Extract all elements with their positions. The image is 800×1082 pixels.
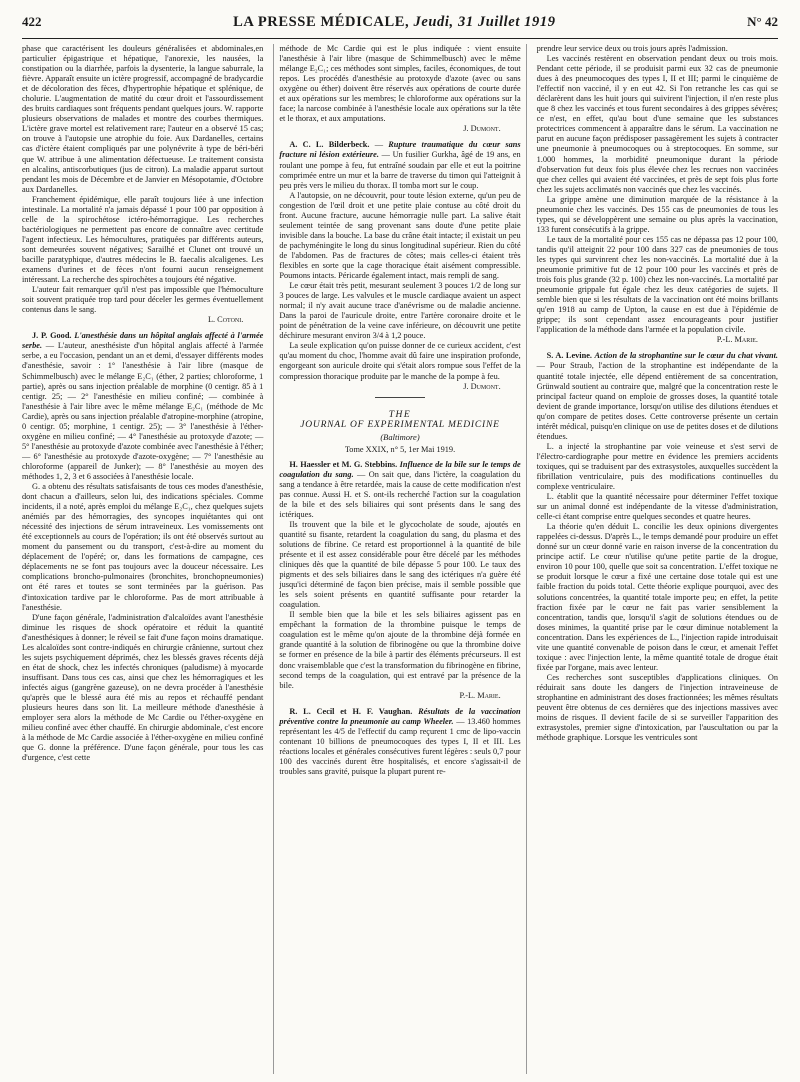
article-title: Résultats de la vaccination préventive contre la pneumonie au camp Wheeler. <box>279 706 521 726</box>
paragraph: Ils trouvent que la bile et le glycocholate de soude, ajoutés en quantité su fisante, retardent la coagulation du sang, du plasma et des solutions de fibrine. Ce retard est proportionnel à la quantité de bile présente et il est assez considérable pour être décelé par les méthodes cliniques dès que la quantité de bile dépasse 5 pour 100. Le taux des pigments et des sels biliaires dans le sang des ictériques n'a guère été jusqu'ici déterminé de façon bien précise, mais il semble possible que les sels soient présents en quantité suffisante pour retarder la coagulation. <box>279 519 521 610</box>
article-levine <box>537 351 778 743</box>
journal-masthead <box>233 14 556 31</box>
paragraph: G. a obtenu des résultats satisfaisants de tous ces modes d'anesthésie, dont chacun a d'ailleurs, selon lui, des indications spéciales. Comme incidents, il a noté, après emploi du mélange E₂C₁, chez quelques sujets anémiés par des hémorragies, des syncopes inquiétantes qui ont nécessité des injections de sérum intraveineux. Les vomissements ont été exceptionnels au cours de l'opération; ils ont été observés surtout au moment du pansement ou du transport, c'est-à-dire au moment du déplacement de l'opéré; or, dans les formations de campagne, ces déplacements ne se font pas toujours avec la douceur nécessaire. Les complications broncho-pulmonaires (bronchites, bronchopneumonies) ont été rares et toutes se sont terminées par la guérison. Pas d'intoxication tardive par le chloroforme. Pas de mort attribuable à l'anesthésie. <box>22 482 264 612</box>
article-lead: A. C. L. Bilderbeck. — Rupture traumatique du cœur sans fracture ni lésion extérieure. — Un fusilier Gurkha, âgé de 19 ans, en roulant une pompe à feu, fut entraîné soudain par elle et eut la poitrine comprimée entre un mur et la barre de traverse du timon qui l'atteignit à peu près vers le milieu du thorax. Il tomba mort sur le coup. <box>279 140 521 190</box>
article-lead <box>537 351 778 441</box>
author-signature: P.-L. Marie. <box>459 690 501 700</box>
author-signature: J. Dumont. <box>463 124 501 134</box>
journal-title: JOURNAL OF EXPERIMENTAL MEDICINE <box>300 419 500 430</box>
paragraph: Le taux de la mortalité pour ces 155 cas ne dépassa pas 12 pour 100, tandis qu'il atteignit 22 pour 100 dans 327 cas de pneumonies de tous les types qui survinrent chez les non-vaccinés. La mortalité due à la pneumonie primitive fut de 12 pour 100 pour les vaccinés et près de trois fois plus grande (32 p. 100) chez les non-vaccinés. La mortalité par pneumonie grippale fut égale chez les deux catégories de sujets. Il semble bien que si les résultats de la vaccination ont été moins brillants qu'en 1918 au camp de Upton, la cause en est due à l'épidémie de grippe; ils sont cependant assez encourageants pour justifier l'application de la méthode dans l'armée et la population civile. <box>536 234 778 335</box>
author-signature: L. Cotoni. <box>207 315 244 325</box>
article-title: Action de la strophantine sur le cœur du chat vivant. <box>594 351 778 361</box>
paragraph: Ces recherches sont susceptibles d'applications cliniques. On réduirait sans doute les dangers de l'injection intraveineuse de strophantine en administrant des doses fractionnées; les mêmes résultats peuvent être obtenus de ces dernières que des injections massives avec moins de risques. Il devient facile de si se surveiller l'apparition des extrasystoles, premier signe d'intoxication, par l'auscultation ou par la méthode graphique. Lorsque les ventricules sont <box>536 672 778 743</box>
author-signature: J. Dumont. <box>463 381 501 391</box>
paragraph: L. a injecté la strophantine par voie veineuse et s'est servi de l'électro-cardiographe pour mettre en évidence les premiers accidents toxiques, qui se traduisent par des extrasystoles, auxquelles succèdent la fibrillation ventriculaire, puis des modifications continuelles du complexe ventriculaire. <box>536 441 778 492</box>
article-text: — 13.460 hommes représentant les 4/5 de l'effectif du camp reçurent 1 cmc de lipo-vaccin contenant 10 billions de pneumocoques des types I, II et III. Les réactions locales et générales consécutives furent légères : seuls 0,7 pour 100 des vaccinés durent être hospitalisés, et encore s'agissait-il de troubles sans gravité, puisque la plupart purent re- <box>279 716 521 776</box>
journal-volume: Tome XXIX, n° 5, 1er Mai 1919. <box>344 444 456 454</box>
article-author: J. P. Good. <box>32 331 72 341</box>
article-text: — Pour Straub, l'action de la strophantine est indépendante de la quantité totale injectée, elle dépend entièrement de sa concentration, Grünwald soutient au contraire que, malgré que la concentration reste le principal facteur quand on emploie de grosses doses, la quantité totale devient de grande importance, lorsqu'on utilise des dilutions étendues et qu'on compare de petites doses. Cette controverse présente un certain intérêt médical, puisqu'en clinique on use de petites doses et de dilutions étendues. <box>536 361 778 441</box>
paragraph: L'auteur fait remarquer qu'il n'est pas impossible que l'hémoculture soit souvent pratiquée trop tard pour déceler les germes éventuellement contenus dans le sang. <box>22 285 264 315</box>
author-signature: P.-L. Marie. <box>716 335 758 345</box>
article-author: S. A. Levine. <box>546 351 592 361</box>
paragraph: La seule explication qu'on puisse donner de ce curieux accident, c'est qu'au moment du choc, l'homme avait dû faire une inspiration profonde, engorgeant son auricule droite qui s'était alors rompue sous l'effet de la compression thoracique produite par le manche de la pompe à feu. <box>279 341 521 381</box>
article-title: L'anesthésie dans un hôpital anglais affecté à l'armée serbe. <box>22 331 264 351</box>
article-bilderbeck <box>279 140 520 391</box>
column-1 <box>22 44 263 1074</box>
journal-name: LA PRESSE MÉDICALE, <box>233 14 410 30</box>
section-divider <box>375 397 425 398</box>
article-lead <box>22 331 263 482</box>
article-title: Influence de la bile sur le temps de coagulation du sang. <box>279 459 521 479</box>
article-author: H. Haessler et M. G. Stebbins. <box>289 459 398 469</box>
journal-section-heading <box>279 410 520 454</box>
column-2 <box>273 44 526 1074</box>
article-good <box>22 331 263 763</box>
paragraph: méthode de Mc Cardie qui est le plus indiquée : vient ensuite l'anesthésie à l'air libre (masque de Schimmelbusch) avec le même mélange E₂C₁; ces méthodes sont simples, faciles, économiques, de tout repos. Les procédés d'anesthésie au protoxyde d'azote (avec ou sans oxygène ou éther) doivent être réservés aux opérations de courte durée et aux opérations sur les membres; le chloroforme aux opérations sur la face; la narcose combinée à l'anesthésie locale aux opérations sur la tête et le thorax, et aux amputations. <box>279 44 521 124</box>
paragraph: phase que caractérisent les douleurs généralisées et abdominales,en particulier épigastrique et hépatique, l'anorexie, les nausées, la constipation ou la diarrhée, parfois la dysenterie, la langue saburrale, la fièvre. Apparaît ensuite un ictère progressif, accompagné de bradycardie et de décoloration des fèces, d'hypertrophie hépatique et splénique, de cholurie. L'augmentation de matité du cœur droit et l'assourdissement des bruits cardiaques sont fréquents pendant quelques jours. W. rapporte plusieurs observations de malades et montre des courbes thermiques. L'ictère grave mortel est relativement rare; l'auteur en a observé 15 cas; on trouve à l'autopsie une atrophie du foie. Aux Dardanelles, certains cas d'ictère étaient compliqués par une polynévrite à type de béri-béri que W. attribue à une alimentation défectueuse. Le traitement consista en alcalins, antiscorbutiques (jus de citron). La maladie apparut surtout pendant les mois de Décembre et de Janvier en Mésopotamie, d'Octobre aux Dardanelles. <box>22 44 264 194</box>
article-title: Rupture traumatique du cœur sans fracture ni lésion extérieure. <box>279 140 521 160</box>
article-lead <box>279 460 520 520</box>
column-3 <box>537 44 778 1074</box>
paragraph: A l'autopsie, on ne découvrit, pour toute lésion externe, qu'un peu de congestion de l'œil droit et une petite plaie contuse au côté droit du front. Aucune fracture, aucune hémorragie nulle part. La salive était seulement teintée de sang provenant sans doute d'une petite plaie invisible dans la bouche. La base du crâne était intacte; il existait un peu de pachyméningite le long du sinus longitudinal supérieur. Rien du côté de l'abdomen. Pas de fractures de côtes; mais celles-ci étaient très flexibles en sorte que la cage thoracique était aisément compressible. Poumons intacts. Péricarde également intact, mais rempli de sang. <box>279 190 521 281</box>
paragraph: Les vaccinés restèrent en observation pendant deux ou trois mois. Pendant cette période, il se produisit parmi eux 32 cas de pneumonie dues à des pneumocoques des types I, II et III; parmi le cinquième de l'effectif non vacciné, il y en eut 42. Si l'on retranche les cas qui se déclarèrent dans les huit jours qui suivirent l'injection, il n'en reste plus que 8 chez les vaccinés et tous furent secondaires à des grippes sévères; ce n'est, en effet, qu'au bout d'une semaine que les substances protectrices commencent à apparaître dans le sérum. La vaccination ne parut en aucune façon prédisposer passagèrement les sujets à contracter une pneumonie à pneumocoques ou à streptocoques. En somme, sur 1.000 hommes, la morbidité pneumonique durant la période d'observation fut deux fois plus élevée chez les recrues non vaccinées que chez celles qui avaient été vaccinées, et près de sept fois plus forte chez les sujets acclimatés non vaccinés que chez les vaccinés. <box>536 54 778 194</box>
article-lead <box>279 707 520 777</box>
paragraph: L. établit que la quantité nécessaire pour déterminer l'effet toxique sur un animal donné est indépendante de la vitesse d'administration, celle-ci étant comprise entre quelques secondes et quatre heures. <box>536 492 778 522</box>
article-author: R. L. Cecil et H. F. Vaughan. <box>289 706 413 716</box>
article-author: A. C. L. Bilderbeck. <box>289 140 370 150</box>
page-number: 422 <box>22 14 42 29</box>
issue-date: Jeudi, 31 Juillet 1919 <box>413 14 556 30</box>
journal-city: (Baltimore) <box>380 431 420 442</box>
article-cecil <box>279 707 520 777</box>
article-text: Un fusilier Gurkha, âgé de 19 ans, en roulant une pompe à feu, fut entraîné soudain par elle et eut la poitrine comprimée entre un mur et la barre de traverse du timon qui l'atteignit à peu près vers le milieu du thorax. Il tomba mort sur le coup. <box>279 150 521 190</box>
paragraph: Le cœur était très petit, mesurant seulement 3 pouces 1/2 de long sur 3 pouces de large. Les valvules et le muscle cardiaque avaient un aspect normal; il n'y avait aucune trace d'anévrisme ou de maladie ancienne. Dans la paroi de l'auricule droite, entre l'artère coronaire droite et le point de pénétration de la veine cave inférieure, on découvrit une petite déchirure mesurant environ 3/4 à 1,2 pouce. <box>279 281 521 341</box>
paragraph: Franchement épidémique, elle paraît toujours liée à une infection intestinale. La mortalité n'a jamais dépassé 1 pour 100 par opposition à celle de la spirochétose ictéro-hémorragique. Les recherches bactériologiques ne permettent pas encore de connaître avec certitude l'agent infectieux. Les hémocultures, pratiquées par différents auteurs, sont demeurées souvent négatives; Sarailhé et Clunet ont trouvé un bacille paratyphique, d'autres médecins le B. faecalis alcaligenes. Les examens d'urines et de fèces n'ont fourni aucun renseignement intéressant. La recherche des spirochètes a toujours été négative. <box>22 194 264 285</box>
paragraph: D'une façon générale, l'administration d'alcaloïdes avant l'anesthésie diminue les risques de shock opératoire et réduit la quantité d'anesthésiques à donner; le réveil se fait d'une façon moins dramatique. Les alcaloïdes sont contre-indiqués en chirurgie crânienne, surtout chez les sujets psychiquement déprimés, chez les blessés graves récents déjà en état de shock, chez les infectés chroniques (paludisme) à myocarde insuffisant. Dans tous ces cas, ainsi que chez les hémorragiques et les infectés aigus (gangrène gazeuse), on ne devra procéder à l'anesthésie qu'après que le blessé aura été mis au repos et réchauffé pendant plusieurs heures dans son lit. La meilleure méthode d'anesthésie à employer sera alors la méthode de Mc Cardie ou l'éther-oxygène en milieu confiné avec éther chauffé. En chirurgie abdominale, c'est encore à la méthode de Mc Cardie associée à l'éther-oxygène en milieu confiné que G. donne la préférence. D'une façon générale, pour tous les cas d'urgence, c'est cette <box>22 612 264 763</box>
paragraph: La grippe amène une diminution marquée de la résistance à la pneumonie chez les vaccinés. Des 155 cas de pneumonies de tous les types, qui se développèrent une semaine ou plus après la vaccination, 133 furent consécutifs à la grippe. <box>536 194 778 234</box>
paragraph: Il semble bien que la bile et les sels biliaires agissent pas en empêchant la formation de la thrombine puisque le temps de coagulation est le même qu'on ajoute de la thrombine déjà formée en grande quantité à la solution de fibrinogène ou que la thrombine doive se former en présence de la bile à partir des éléments précurseurs. Il est donc vraisemblable que c'est la transformation du fibrinogène en fibrine, second temps de la coagulation, qui est entravé par la présence de la bile. <box>279 610 521 690</box>
paragraph: prendre leur service deux ou trois jours après l'admission. <box>536 44 728 53</box>
paragraph: La théorie qu'en déduit L. concilie les deux opinions divergentes rappelées ci-dessus. D'après L., le temps demandé pour produire un effet donné sur un cœur donné varie en raison inverse de la concentration du principe actif. Le cœur n'utilise qu'une petite partie de la drogue, environ 10 pour 100, quelle que soit sa concentration. L'effet toxique ne se produit lorsque le cœur a fixé une certaine dose totale qui est une faible fraction du poids total. Cette théorie explique pourquoi, avec des solutions concentrées, la quantité totale importe peu; en effet, la petite fraction fixée par le cœur ne fait pas varier sensiblement la concentration, tandis que, lorsqu'il s'agit de solutions étendues ou de doses minimes, la quantité prise par le cœur diminue notablement la concentration. Dans les expériences de L., l'injection rapide introduisait vite une quantité convenable de poison dans le cœur, et amenait l'effet toxique : avec l'injection lente, la même quantité totale de drogue était fixée par l'organe, mais avec lenteur. <box>536 522 778 672</box>
article-columns <box>22 44 778 1074</box>
page-header <box>22 14 778 39</box>
article-text: — L'auteur, anesthésiste d'un hôpital anglais affecté à l'armée serbe, a eu l'occasion, pendant un an et demi, d'essayer différents modes d'anesthésie, savoir : 1° l'anesthésie à l'air libre (masque de Schimmelbusch) avec le mélange E₂C₁ (éther, 2 parties; chloroforme, 1 partie), après ou sans injection préalable de morphine (0 centigr. 85 à 1 centigr. 25; — 2° l'anesthésie en milieu confiné; — combinée à l'anesthésie à l'air libre avec le même mélange E₂C₁ (méthode de Mc Cardie), après ou sans injection préalable d'atropine-morphine (atropine, 0 centigr. 05; morphine, 1 centigr. 25); — 3° l'anesthésie à l'éther-oxygène en milieu confiné; — 4° l'anesthésie au protoxyde d'azote; — 5° l'anesthésie au protoxyde d'azote combinée avec l'anesthésie à l'éther; — 6° l'anesthésie au protoxyde d'azote-oxygène; — 7° l'anesthésie au chloroforme (appareil de Junker); — 8° l'anesthésie au moyen des méthodes 1, 2, 3 et 6 associées à l'anesthésie locale. <box>22 341 264 481</box>
issue-number: N° 42 <box>747 14 778 29</box>
article-haessler <box>279 460 520 701</box>
journal-the: THE <box>388 409 412 420</box>
article-text: — On sait que, dans l'ictère, la coagulation du sang a tendance à être retardée, mais la cause de cette modification n'est pas connue. Aussi H. et S. ont-ils recherché l'action sur la coagulation de la bile et des sels biliaires qui sont présents dans le sang des ictériques. <box>279 469 521 519</box>
